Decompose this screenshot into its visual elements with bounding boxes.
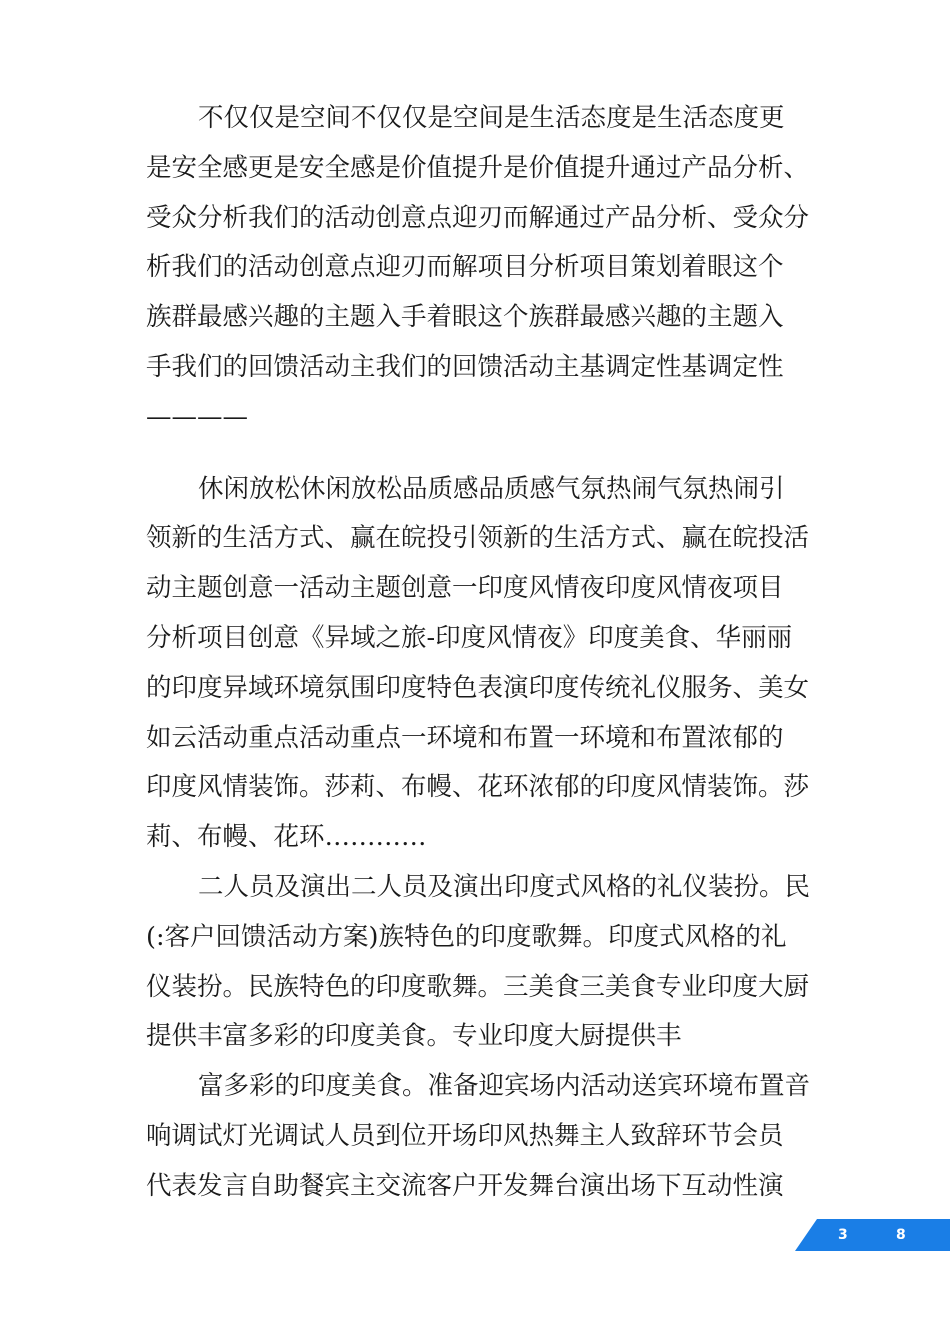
text-line: (:客户回馈活动方案)族特色的印度歌舞。印度式风格的礼: [146, 921, 787, 952]
text-line: 族群最感兴趣的主题入手着眼这个族群最感兴趣的主题入: [146, 302, 784, 333]
text-line: 是安全感更是安全感是价值提升是价值提升通过产品分析、: [146, 152, 810, 183]
text-line: 不仅仅是空间不仅仅是空间是生活态度是生活态度更: [198, 103, 785, 133]
text-line: 莉、布幔、花环…………: [146, 822, 427, 853]
paragraph: [146, 863, 810, 1062]
text-line: 印度风情装饰。莎莉、布幔、花环浓郁的印度风情装饰。莎: [146, 772, 810, 803]
text-line: 仪装扮。民族特色的印度歌舞。三美食三美食专业印度大厨: [146, 971, 810, 1002]
paragraph: [146, 465, 810, 863]
text-line: 休闲放松休闲放松品质感品质感气氛热闹气氛热闹引: [198, 473, 785, 504]
text-line: ————: [146, 401, 248, 432]
text-line: 提供丰富多彩的印度美食。专业印度大厨提供丰: [146, 1021, 682, 1052]
text-line: 受众分析我们的活动创意点迎刃而解通过产品分析、受众分: [146, 202, 810, 233]
page-number-total: 8: [896, 1227, 906, 1243]
text-line: 手我们的回馈活动主我们的回馈活动主基调定性基调定性: [146, 351, 784, 382]
page-number-current: 3: [838, 1227, 848, 1243]
text-line: 如云活动重点活动重点一环境和布置一环境和布置浓郁的: [146, 722, 784, 753]
page-number-badge: [795, 1219, 950, 1251]
text-line: 的印度异域环境氛围印度特色表演印度传统礼仪服务、美女: [146, 672, 810, 703]
paragraph-gap: [146, 443, 810, 465]
paragraph: [146, 94, 810, 443]
document-body: [146, 94, 810, 1212]
text-line: 分析项目创意《异域之旅-印度风情夜》印度美食、华丽丽: [146, 622, 793, 653]
text-line: 响调试灯光调试人员到位开场印风热舞主人致辞环节会员: [146, 1120, 784, 1151]
text-line: 代表发言自助餐宾主交流客户开发舞台演出场下互动性演: [146, 1170, 784, 1201]
text-line: 析我们的活动创意点迎刃而解项目分析项目策划着眼这个: [146, 252, 784, 283]
text-line: 动主题创意一活动主题创意一印度风情夜印度风情夜项目: [146, 573, 784, 604]
text-line: 领新的生活方式、赢在皖投引领新的生活方式、赢在皖投活: [146, 523, 810, 554]
paragraph: [146, 1062, 810, 1211]
text-line: 二人员及演出二人员及演出印度式风格的礼仪装扮。民: [198, 871, 811, 902]
text-line: 富多彩的印度美食。准备迎宾场内活动送宾环境布置音: [198, 1071, 811, 1102]
